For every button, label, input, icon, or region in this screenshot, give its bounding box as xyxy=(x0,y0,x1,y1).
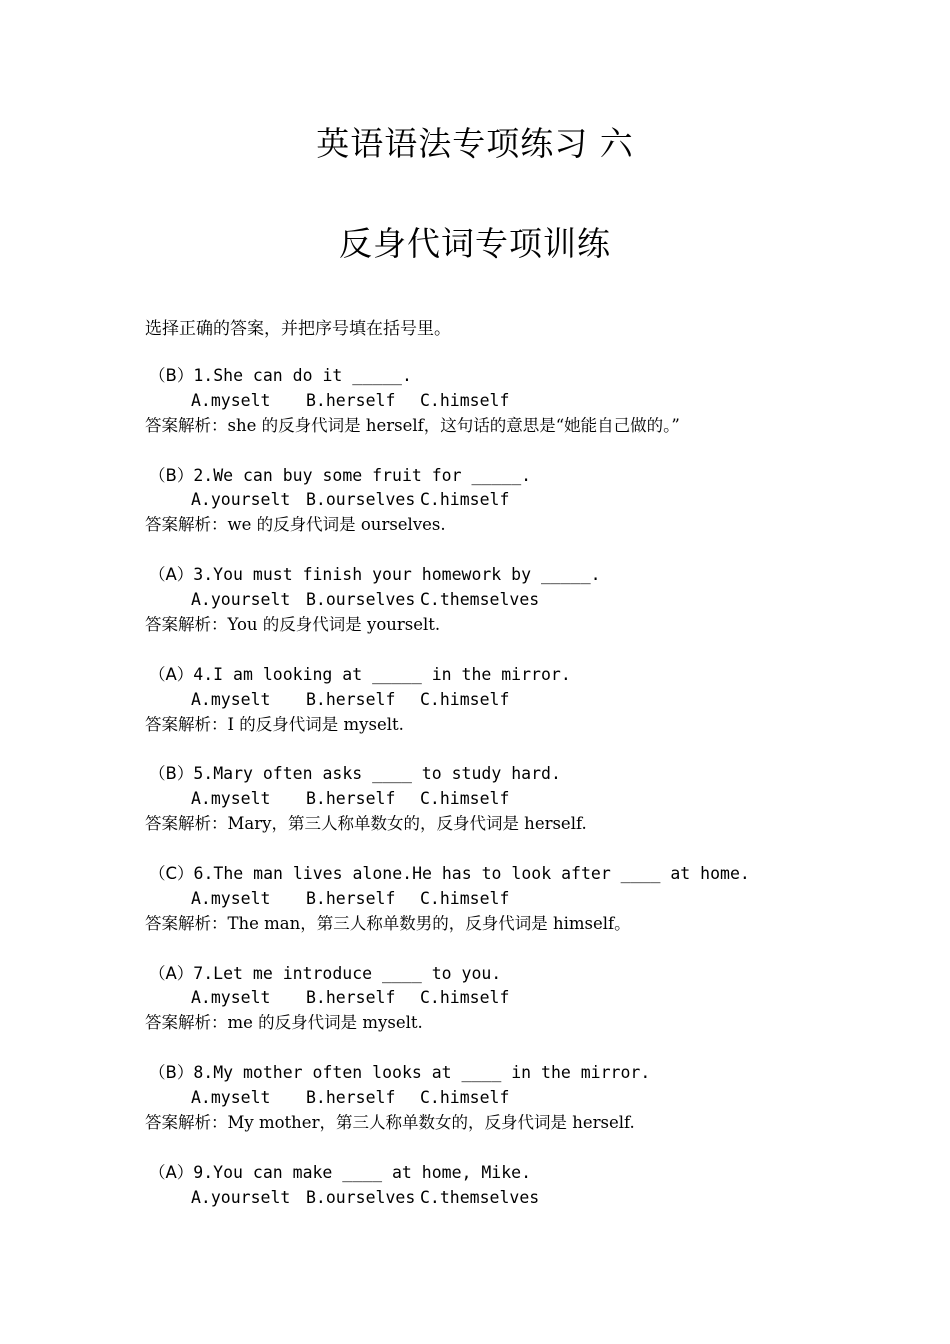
option-c: C.himself xyxy=(420,390,510,410)
explanation-line xyxy=(145,1011,905,1036)
explanation-line xyxy=(145,414,905,439)
explanation-text: You 的反身代词是 yourselt. xyxy=(227,614,441,634)
options-line xyxy=(145,1186,905,1211)
option-a: A.yourselt xyxy=(191,490,291,510)
question-line xyxy=(145,464,905,489)
question-text: 8.My mother often looks at ____ in the mirror. xyxy=(193,1063,651,1083)
answer-marker: （A） xyxy=(149,664,194,684)
explanation-text: Mary，第三人称单数女的，反身代词是 herself. xyxy=(227,814,587,834)
question-line xyxy=(145,862,905,887)
page-subtitle: 反身代词专项训练 xyxy=(339,224,611,263)
question-line xyxy=(145,364,905,389)
option-b: B.herself xyxy=(306,1088,396,1108)
explanation-label: 答案解析： xyxy=(145,614,228,634)
explanation-text: The man，第三人称单数男的，反身代词是 himself。 xyxy=(227,913,631,933)
question-line xyxy=(145,663,905,688)
option-a: A.yourselt xyxy=(191,1187,291,1207)
question-item xyxy=(145,364,905,464)
question-text: 3.You must finish your homework by _____. xyxy=(193,565,601,585)
explanation-line xyxy=(145,613,905,638)
explanation-label: 答案解析： xyxy=(145,913,228,933)
question-text: 5.Mary often asks ____ to study hard. xyxy=(193,764,561,784)
explanation-text: I 的反身代词是 myselt. xyxy=(227,714,404,734)
option-b: B.ourselves xyxy=(306,490,416,510)
options-line xyxy=(145,1086,905,1111)
explanation-line xyxy=(145,912,905,937)
option-b: B.ourselves xyxy=(306,1187,416,1207)
question-line xyxy=(145,762,905,787)
option-b: B.herself xyxy=(306,888,396,908)
answer-marker: （A） xyxy=(149,963,194,983)
question-text: 4.I am looking at _____ in the mirror. xyxy=(193,664,571,684)
option-c: C.himself xyxy=(420,689,510,709)
option-b: B.herself xyxy=(306,390,396,410)
question-line xyxy=(145,1161,905,1186)
answer-marker: （A） xyxy=(149,1162,194,1182)
explanation-label: 答案解析： xyxy=(145,415,228,435)
explanation-label: 答案解析： xyxy=(145,1112,228,1132)
options-line xyxy=(145,488,905,513)
explanation-text: we 的反身代词是 ourselves. xyxy=(227,515,446,535)
answer-marker: （B） xyxy=(149,1063,194,1083)
question-item xyxy=(145,862,905,962)
option-c: C.himself xyxy=(420,988,510,1008)
explanation-label: 答案解析： xyxy=(145,714,228,734)
answer-marker: （A） xyxy=(149,565,194,585)
option-a: A.myselt xyxy=(191,1088,271,1108)
explanation-label: 答案解析： xyxy=(145,1013,228,1033)
question-text: 1.She can do it _____. xyxy=(193,366,412,385)
question-text: 9.You can make ____ at home, Mike. xyxy=(193,1162,532,1182)
explanation-text: My mother，第三人称单数女的，反身代词是 herself. xyxy=(227,1112,635,1132)
option-a: A.myselt xyxy=(191,689,271,709)
explanation-line xyxy=(145,1111,905,1136)
question-item xyxy=(145,563,905,663)
option-c: C.himself xyxy=(420,789,510,809)
question-item xyxy=(145,1061,905,1161)
explanation-text: she 的反身代词是 herself，这句话的意思是“她能自己做的。” xyxy=(227,415,680,435)
question-item xyxy=(145,762,905,862)
explanation-line xyxy=(145,713,905,738)
page-title: 英语语法专项练习 六 xyxy=(316,124,634,163)
option-a: A.myselt xyxy=(191,789,271,809)
option-b: B.herself xyxy=(306,988,396,1008)
question-list xyxy=(145,364,905,1260)
question-line xyxy=(145,962,905,987)
answer-marker: （B） xyxy=(149,366,194,385)
answer-marker: （C） xyxy=(149,863,194,883)
question-item xyxy=(145,962,905,1062)
explanation-label: 答案解析： xyxy=(145,515,228,535)
option-b: B.ourselves xyxy=(306,590,416,610)
question-text: 2.We can buy some fruit for _____. xyxy=(193,465,532,485)
option-c: C.himself xyxy=(420,888,510,908)
options-line xyxy=(145,887,905,912)
options-line xyxy=(145,389,905,414)
question-line xyxy=(145,563,905,588)
option-b: B.herself xyxy=(306,689,396,709)
options-line xyxy=(145,588,905,613)
question-item xyxy=(145,464,905,564)
option-a: A.myselt xyxy=(191,390,271,410)
option-a: A.myselt xyxy=(191,988,271,1008)
option-c: C.himself xyxy=(420,1088,510,1108)
explanation-line xyxy=(145,513,905,538)
explanation-text: me 的反身代词是 myselt. xyxy=(227,1013,423,1033)
answer-marker: （B） xyxy=(149,764,194,784)
question-text: 6.The man lives alone.He has to look after ____ at home. xyxy=(193,863,750,883)
option-c: C.themselves xyxy=(420,590,540,610)
options-line xyxy=(145,688,905,713)
option-a: A.yourselt xyxy=(191,590,291,610)
options-line xyxy=(145,986,905,1011)
options-line xyxy=(145,787,905,812)
option-c: C.himself xyxy=(420,490,510,510)
option-a: A.myselt xyxy=(191,888,271,908)
option-c: C.themselves xyxy=(420,1187,540,1207)
question-line xyxy=(145,1061,905,1086)
question-item xyxy=(145,663,905,763)
explanation-line xyxy=(145,812,905,837)
answer-marker: （B） xyxy=(149,465,194,485)
instruction-text: 选择正确的答案，并把序号填在括号里。 xyxy=(145,319,451,339)
question-text: 7.Let me introduce ____ to you. xyxy=(193,963,502,983)
question-item xyxy=(145,1161,905,1261)
explanation-label: 答案解析： xyxy=(145,814,228,834)
option-b: B.herself xyxy=(306,789,396,809)
